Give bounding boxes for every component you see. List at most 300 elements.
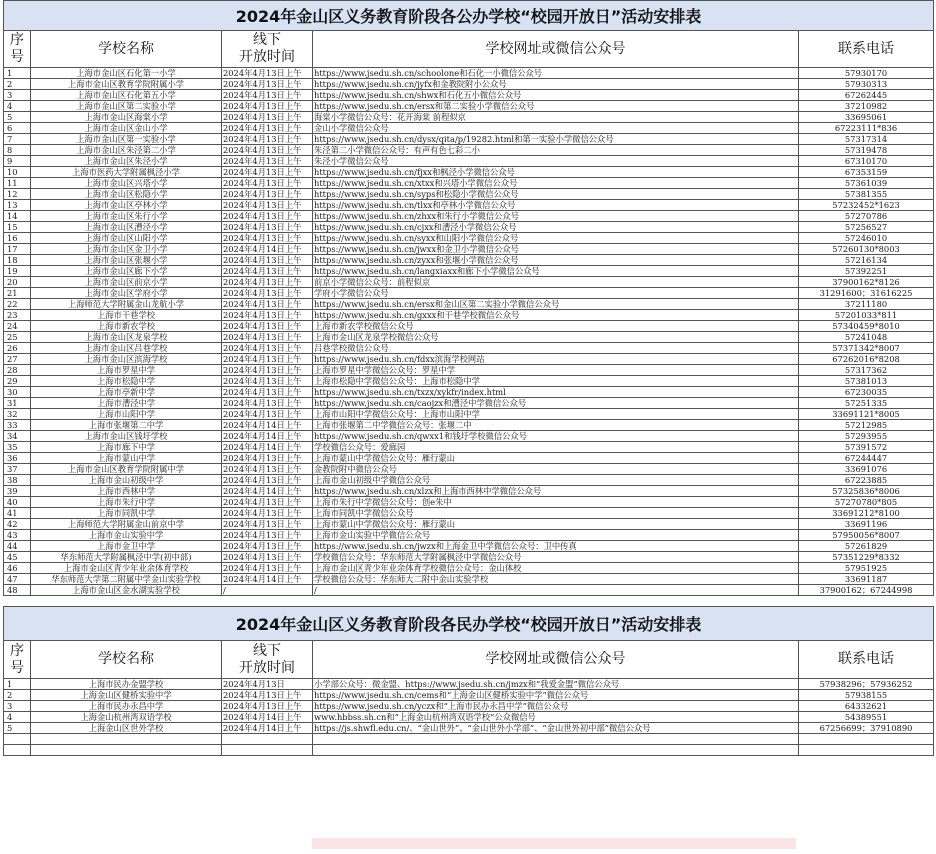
website: https://www.jsedu.sh.cn/zhxx和朱行小学微信公众号 [313,211,799,222]
website: 学校微信公众号：爱廊园 [313,442,799,453]
open-time: 2024年4月13日上午 [222,112,313,123]
open-time: 2024年4月13日上午 [222,277,313,288]
open-time: 2024年4月13日上午 [222,266,313,277]
table-row [4,453,934,464]
open-time: 2024年4月14日上午 [222,431,313,442]
table-row [4,365,934,376]
phone: 57938155 [799,690,934,701]
open-time: 2024年4月13日上午 [222,475,313,486]
table-row [4,211,934,222]
row-number: 29 [4,376,31,387]
row-number: 3 [4,701,31,712]
table-row [4,332,934,343]
row-number: 11 [4,178,31,189]
school-name: 上海市金卫中学 [31,541,222,552]
school-name: 上海市金山区第二实验小学 [31,101,222,112]
website: https://www.jsedu.sh.cn/dysx/qita/p/19282.html和第一实验小学微信公众号 [313,134,799,145]
row-number: 19 [4,266,31,277]
table-row [4,679,934,690]
website: https://www.jsedu.sh.cn/cjxx和漕泾小学微信公众号 [313,222,799,233]
open-time: 2024年4月13日上午 [222,299,313,310]
school-name: 上海市金山区石化第一小学 [31,68,222,79]
school-name: 上海市民办永昌中学 [31,701,222,712]
website: 学府小学微信公众号 [313,288,799,299]
table-row [4,563,934,574]
phone: 67223111*836 [799,123,934,134]
table-row [4,189,934,200]
row-number: 22 [4,299,31,310]
table-row [4,343,934,354]
website: 金教院附中微信公众号 [313,464,799,475]
table-row [4,387,934,398]
table-row [4,519,934,530]
header-open-time: 线下 开放时间 [222,641,313,679]
table-row [4,321,934,332]
header-school-name: 学校名称 [31,641,222,679]
phone: 37900162；67244998 [799,585,934,596]
phone: 57930170 [799,68,934,79]
phone: 67223885 [799,475,934,486]
open-time: 2024年4月13日上午 [222,101,313,112]
open-time: 2024年4月13日上午 [222,530,313,541]
website: https://www.jsedu.sh.cn/cems和“上海金山区健桥实验中学”微信公众号 [313,690,799,701]
open-time: 2024年4月13日上午 [222,453,313,464]
website: https://www.jsedu.sh.cn/caojzx和漕泾中学微信公众号 [313,398,799,409]
table-row [4,68,934,79]
website: 学校微信公众号：华东师范大学附属枫泾中学微信公众号 [313,552,799,563]
website: https://www.jsedu.sh.cn/jwxx和金卫小学微信公众号 [313,244,799,255]
school-name: 上海市金山区第一实验小学 [31,134,222,145]
header-no: 序 号 [4,31,31,68]
phone: 57256527 [799,222,934,233]
open-time: 2024年4月13日上午 [222,563,313,574]
phone: 33691212*8100 [799,508,934,519]
open-time: 2024年4月14日上午 [222,244,313,255]
row-number: 6 [4,123,31,134]
row-number: 35 [4,442,31,453]
website: 上海市蒙山中学微信公众号：雁行蒙山 [313,519,799,530]
table-row [4,310,934,321]
table-row [4,497,934,508]
open-time: 2024年4月13日上午 [222,541,313,552]
school-name: 上海市金山区张堰小学 [31,255,222,266]
open-time: 2024年4月13日上午 [222,464,313,475]
open-time: 2024年4月13日上午 [222,134,313,145]
school-name: 上海金山杭州湾双语学校 [31,712,222,723]
row-number: 1 [4,68,31,79]
school-name: 上海市金山区金山小学 [31,123,222,134]
open-time: 2024年4月14日上午 [222,574,313,585]
website: www.hbbss.sh.cn和“上海金山杭州湾双语学校”公众微信号 [313,712,799,723]
school-name: 上海金山区健桥实验中学 [31,690,222,701]
row-number: 1 [4,679,31,690]
school-name: 上海市新农学校 [31,321,222,332]
phone: 33691121*8005 [799,409,934,420]
row-number: 12 [4,189,31,200]
website: https://www.jsedu.sh.cn/yczx和“上海市民办永昌中学”微信公众号 [313,701,799,712]
website: https://www.jsedu.sh.cn/qwxx1和钱圩学校微信公众号 [313,431,799,442]
row-number: 47 [4,574,31,585]
open-time: 2024年4月14日上午 [222,442,313,453]
phone: 37211180 [799,299,934,310]
website: 上海市山阳中学微信公众号：上海市山阳中学 [313,409,799,420]
website: 上海市新农学校微信公众号 [313,321,799,332]
row-number: 15 [4,222,31,233]
phone: 33691196 [799,519,934,530]
phone: 33695061 [799,112,934,123]
school-name: 上海市金山初级中学 [31,475,222,486]
table-row [4,409,934,420]
website: 吕巷学校微信公众号 [313,343,799,354]
row-number: 25 [4,332,31,343]
row-number: 21 [4,288,31,299]
open-time: 2024年4月13日上午 [222,222,313,233]
row-number: 39 [4,486,31,497]
table-row [4,508,934,519]
school-name: 上海市金山区亭林小学 [31,200,222,211]
table-row [4,486,934,497]
website: https://www.jsedu.sh.cn/langxiaxx和廊下小学微信公众号 [313,266,799,277]
phone: 57381355 [799,189,934,200]
open-time: 2024年4月13日上午 [222,321,313,332]
phone: 67230035 [799,387,934,398]
row-number: 3 [4,90,31,101]
table-row [4,442,934,453]
row-number: 8 [4,145,31,156]
row-number: 20 [4,277,31,288]
row-number: 24 [4,321,31,332]
website: 上海市金山初级中学微信公众号 [313,475,799,486]
phone: 57241048 [799,332,934,343]
table-row [4,464,934,475]
table-row [4,233,934,244]
open-time: 2024年4月13日 [222,679,313,690]
table-row [4,255,934,266]
website: https://www.jsedu.sh.cn/ersx和第二实验小学微信公众号 [313,101,799,112]
phone: 57251335 [799,398,934,409]
row-number: 30 [4,387,31,398]
website: https://www.jsedu.sh.cn/schoolone和石化一小微信公众号 [313,68,799,79]
school-name: 上海市亭新中学 [31,387,222,398]
table-row [4,200,934,211]
phone: 57261829 [799,541,934,552]
phone: 57317314 [799,134,934,145]
website: https://www.jsedu.sh.cn/xlzx和上海市西林中学微信公众号 [313,486,799,497]
open-time: 2024年4月13日上午 [222,156,313,167]
website: 上海市金山区青少年业余体育学校微信公众号：金山体校 [313,563,799,574]
school-name: 上海市金山区龙泉学校 [31,332,222,343]
website: 上海市朱行中学微信公众号：创e朱中 [313,497,799,508]
open-time: 2024年4月13日上午 [222,79,313,90]
phone: 57317362 [799,365,934,376]
school-name: 上海市蒙山中学 [31,453,222,464]
row-number: 17 [4,244,31,255]
row-number: 28 [4,365,31,376]
table-row [4,420,934,431]
open-time: 2024年4月13日上午 [222,310,313,321]
school-name: 上海市西林中学 [31,486,222,497]
row-number: 18 [4,255,31,266]
website: 金山小学微信公众号 [313,123,799,134]
website: https://www.jsedu.sh.cn/tlxx和亭林小学微信公众号 [313,200,799,211]
phone: 67256699；37910890 [799,723,934,734]
open-time: 2024年4月13日上午 [222,354,313,365]
private-schools-table [3,606,934,756]
website: https://www.jsedu.sh.cn/jwzx和上海金卫中学微信公众号：卫中传真 [313,541,799,552]
open-time: 2024年4月13日上午 [222,123,313,134]
phone: 57930313 [799,79,934,90]
school-name: 上海市金山区兴塔小学 [31,178,222,189]
table-row [4,112,934,123]
open-time: 2024年4月13日上午 [222,497,313,508]
phone: 31291600；31616225 [799,288,934,299]
school-name: 上海市金山区钱圩学校 [31,431,222,442]
phone: 57951925 [799,563,934,574]
phone: 57371342*8007 [799,343,934,354]
table-row [4,475,934,486]
open-time: 2024年4月13日上午 [222,211,313,222]
row-number: 42 [4,519,31,530]
website: https://www.jsedu.sh.cn/fdxx滨海学校网站 [313,354,799,365]
phone: 67244447 [799,453,934,464]
website: https://www.jsedu.sh.cn/shwx和石化五小微信公众号 [313,90,799,101]
website: 上海市同凯中学微信公众号 [313,508,799,519]
public-table-body [4,68,934,596]
header-open-time: 线下 开放时间 [222,31,313,68]
school-name: 上海市金山区滨海学校 [31,354,222,365]
website: 朱泾第二小学微信公众号：有声有色七彩二小 [313,145,799,156]
website: https://js.shwfl.edu.cn/、“金山世外”、“金山世外小学部”、“金山世外初中部”微信公众号 [313,723,799,734]
school-name: 上海市张堰第二中学 [31,420,222,431]
school-name: 上海市金山区松隐小学 [31,189,222,200]
phone: 37210982 [799,101,934,112]
header-phone: 联系电话 [799,31,934,68]
row-number: 33 [4,420,31,431]
school-name: 上海市金山区吕巷学校 [31,343,222,354]
school-name: 上海市金山区朱泾第二小学 [31,145,222,156]
school-name: 上海市金山区教育学院附属小学 [31,79,222,90]
open-time: 2024年4月13日上午 [222,398,313,409]
row-number: 13 [4,200,31,211]
phone: 57325836*8006 [799,486,934,497]
table-row [4,79,934,90]
phone: 57391572 [799,442,934,453]
phone: 57293955 [799,431,934,442]
website: 海棠小学微信公众号：花开海棠 前程似京 [313,112,799,123]
row-number: 43 [4,530,31,541]
open-time: 2024年4月13日上午 [222,68,313,79]
open-time: 2024年4月13日上午 [222,409,313,420]
open-time: 2024年4月13日上午 [222,552,313,563]
school-name: 上海市金山区漕泾小学 [31,222,222,233]
school-name: 上海市金山区金卫小学 [31,244,222,255]
row-number: 34 [4,431,31,442]
row-number: 14 [4,211,31,222]
row-number: 26 [4,343,31,354]
phone: 64332621 [799,701,934,712]
phone: 57381013 [799,376,934,387]
table-row [4,222,934,233]
empty-row [4,734,934,745]
website: 前京小学微信公众号：前程似京 [313,277,799,288]
school-name: 上海市金山实验中学 [31,530,222,541]
row-number: 4 [4,712,31,723]
open-time: 2024年4月13日上午 [222,365,313,376]
table-row [4,585,934,596]
open-time: 2024年4月13日上午 [222,178,313,189]
table-row [4,354,934,365]
school-name: 上海市金山区朱行小学 [31,211,222,222]
open-time: 2024年4月13日上午 [222,519,313,530]
phone: 67262445 [799,90,934,101]
school-name: 上海市金山区廊下小学 [31,266,222,277]
school-name: 上海市金山区学府小学 [31,288,222,299]
table-row [4,123,934,134]
school-name: 上海金山区世外学校 [31,723,222,734]
phone: 57950056*8007 [799,530,934,541]
school-name: 上海市同凯中学 [31,508,222,519]
private-table-title: 2024年金山区义务教育阶段各民办学校“校园开放日”活动安排表 [4,607,934,641]
row-number: 23 [4,310,31,321]
school-name: 上海市金山区金水湖实验学校 [31,585,222,596]
phone: 57351229*8332 [799,552,934,563]
phone: 67310170 [799,156,934,167]
phone: 57260130*8003 [799,244,934,255]
school-name: 上海市金山区山阳小学 [31,233,222,244]
row-number: 10 [4,167,31,178]
website: https://www.jsedu.sh.cn/fjxx和枫泾小学微信公众号 [313,167,799,178]
highlight-cell [312,838,796,849]
header-website: 学校网址或微信公众号 [313,31,799,68]
table-row [4,101,934,112]
website: / [313,585,799,596]
website: 上海市金山实验中学微信公众号 [313,530,799,541]
school-name: 上海师范大学附属金山前京中学 [31,519,222,530]
phone: 57340459*8010 [799,321,934,332]
school-name: 上海市金山区海棠小学 [31,112,222,123]
website: https://www.jsedu.sh.cn/xtxx和兴塔小学微信公众号 [313,178,799,189]
phone: 57361039 [799,178,934,189]
header-school-name: 学校名称 [31,31,222,68]
open-time: 2024年4月13日上午 [222,90,313,101]
row-number: 36 [4,453,31,464]
school-name: 上海市朱行中学 [31,497,222,508]
row-number: 40 [4,497,31,508]
table-row [4,134,934,145]
row-number: 9 [4,156,31,167]
table-row [4,90,934,101]
phone: 57216134 [799,255,934,266]
school-name: 上海市金山区前京小学 [31,277,222,288]
row-number: 37 [4,464,31,475]
header-no: 序 号 [4,641,31,679]
private-table-body [4,679,934,734]
website: https://www.jsedu.sh.cn/zyxx和张堰小学微信公众号 [313,255,799,266]
phone: 57246010 [799,233,934,244]
open-time: 2024年4月13日上午 [222,167,313,178]
school-name: 上海市廊下中学 [31,442,222,453]
table-row [4,398,934,409]
public-schools-table [3,0,934,596]
table-row [4,145,934,156]
phone: 57270786 [799,211,934,222]
table-row [4,156,934,167]
row-number: 4 [4,101,31,112]
website: 上海市松隐中学微信公众号：上海市松隐中学 [313,376,799,387]
open-time: 2024年4月13日上午 [222,508,313,519]
school-name: 上海市金山区石化第五小学 [31,90,222,101]
table-row [4,167,934,178]
row-number: 5 [4,723,31,734]
table-row [4,299,934,310]
table-row [4,701,934,712]
open-time: 2024年4月13日上午 [222,690,313,701]
row-number: 27 [4,354,31,365]
row-number: 46 [4,563,31,574]
row-number: 16 [4,233,31,244]
school-name: 上海市干巷学校 [31,310,222,321]
phone: 67353159 [799,167,934,178]
table-row [4,712,934,723]
phone: 57232452*1623 [799,200,934,211]
website: 小学部公众号：微金盟、https://www.jsedu.sh.cn/jmzx和“我爱金盟”微信公众号 [313,679,799,690]
school-name: 华东师范大学附属枫泾中学(初中部) [31,552,222,563]
school-name: 上海市民办金盟学校 [31,679,222,690]
open-time: 2024年4月14日上午 [222,712,313,723]
open-time: 2024年4月13日上午 [222,233,313,244]
school-name: 上海市金山区教育学院附属中学 [31,464,222,475]
phone: 57270780*805 [799,497,934,508]
table-row [4,574,934,585]
header-website: 学校网址或微信公众号 [313,641,799,679]
website: https://www.jsedu.sh.cn/jyfx和金教院附小公众号 [313,79,799,90]
phone: 33691187 [799,574,934,585]
open-time: 2024年4月13日上午 [222,145,313,156]
row-number: 2 [4,690,31,701]
phone: 37900162*8126 [799,277,934,288]
website: https://www.jsedu.sh.cn/syxx和山阳小学微信公众号 [313,233,799,244]
table-row [4,530,934,541]
website: 上海市张堰第二中学微信公众号：张堰二中 [313,420,799,431]
open-time: 2024年4月13日上午 [222,332,313,343]
phone: 33691076 [799,464,934,475]
section-gap [0,596,936,606]
open-time: 2024年4月13日上午 [222,701,313,712]
phone: 57201033*811 [799,310,934,321]
school-name: 上海师范大学附属金山龙航小学 [31,299,222,310]
website: https://www.jsedu.sh.cn/ersx和金山区第二实验小学微信公众号 [313,299,799,310]
row-number: 38 [4,475,31,486]
empty-row [4,745,934,756]
school-name: 上海市罗星中学 [31,365,222,376]
open-time: 2024年4月13日上午 [222,387,313,398]
phone: 57319478 [799,145,934,156]
table-row [4,552,934,563]
phone: 67262016*8208 [799,354,934,365]
open-time: 2024年4月14日上午 [222,420,313,431]
row-number: 31 [4,398,31,409]
open-time: 2024年4月13日上午 [222,343,313,354]
row-number: 41 [4,508,31,519]
row-number: 48 [4,585,31,596]
school-name: 上海市金山区朱泾小学 [31,156,222,167]
website: https://www.jsedu.sh.cn/syps和松隐小学微信公众号 [313,189,799,200]
table-row [4,723,934,734]
open-time: 2024年4月14日上午 [222,486,313,497]
website: https://www.jsedu.sh.cn/txzx/xykfr/index.html [313,387,799,398]
school-name: 上海市医药大学附属枫泾小学 [31,167,222,178]
table-row [4,277,934,288]
